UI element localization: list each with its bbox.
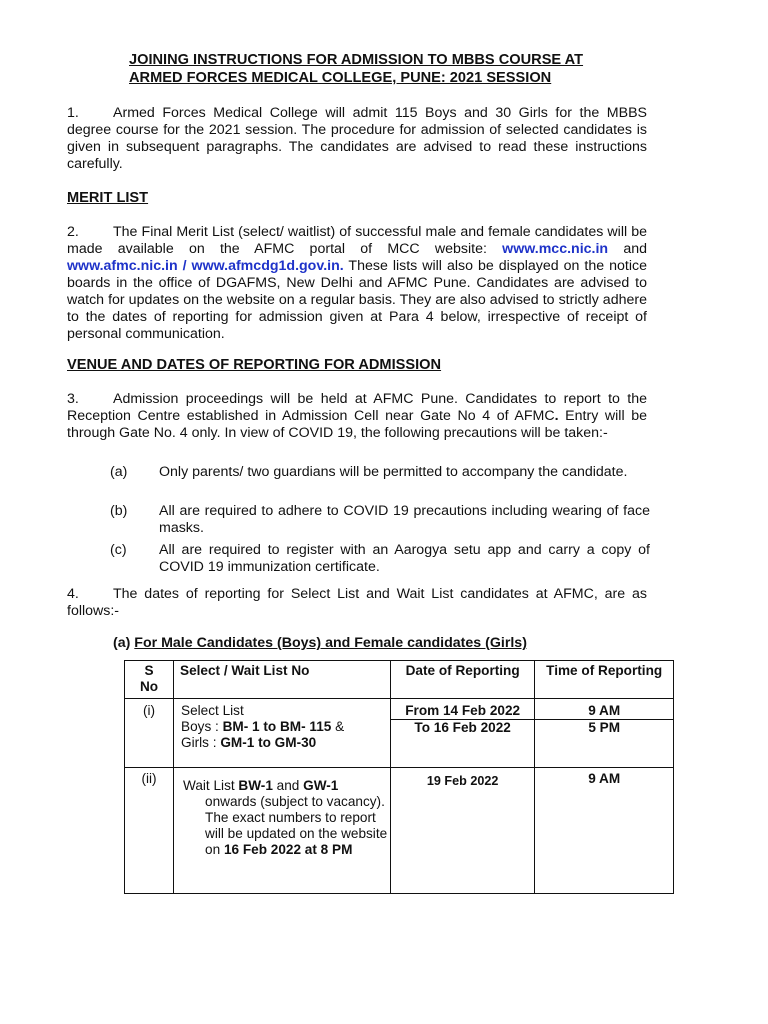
wait-list-line: Wait List BW-1 and GW-1 — [183, 778, 339, 793]
paragraph-text-b: and — [608, 241, 647, 257]
header-time: Time of Reporting — [535, 661, 674, 699]
paragraph-2 — [67, 224, 647, 343]
precaution-item-a — [110, 464, 650, 481]
heading-merit-list: MERIT LIST — [67, 190, 149, 206]
precaution-item-b — [110, 503, 650, 537]
page-title — [129, 51, 669, 87]
paragraph-3 — [67, 391, 647, 442]
cell-time-range — [535, 699, 674, 768]
girls-range: GM-1 to GM-30 — [220, 735, 317, 750]
time-to: 5 PM — [588, 720, 621, 735]
cell-time: 9 AM — [535, 768, 674, 894]
paragraph-1 — [67, 105, 647, 173]
wait-list-details: onwards (subject to vacancy). The exact numbers to report will be updated on the website on 16 Feb 2022 at 8 PM — [205, 794, 388, 857]
table-row — [125, 768, 674, 894]
paragraph-text: Armed Forces Medical College will admit 115 Boys and 30 Girls for the MBBS degree course for the 2021 session. The procedure for admission of selected candidates is given in subsequent paragraphs. The candidates are advised to read these instructions carefully. — [67, 105, 647, 172]
paragraph-number: 4. — [67, 586, 79, 602]
select-list-title: Select List — [181, 703, 244, 718]
date-to: To 16 Feb 2022 — [414, 720, 511, 735]
subheading-label: (a) — [113, 635, 131, 651]
precaution-item-c — [110, 542, 650, 576]
wait-girls-start: GW-1 — [303, 778, 339, 793]
heading-venue-dates: VENUE AND DATES OF REPORTING FOR ADMISSION — [67, 357, 442, 373]
reporting-schedule-table — [124, 660, 674, 894]
afmc-website-link[interactable]: www.afmc.nic.in / www.afmcdg1d.gov.in. — [67, 258, 344, 274]
title-line-2: ARMED FORCES MEDICAL COLLEGE, PUNE: 2021 SESSION — [129, 70, 552, 86]
paragraph-text: The dates of reporting for Select List and Wait List candidates at AFMC, are as follows:- — [67, 586, 647, 619]
bold-period: . — [554, 408, 559, 424]
precaution-text: Only parents/ two guardians will be permitted to accompany the candidate. — [159, 464, 628, 480]
subheading-text: For Male Candidates (Boys) and Female candidates (Girls) — [134, 635, 527, 651]
table-header-row — [125, 661, 674, 699]
precaution-text: All are required to register with an Aarogya setu app and carry a copy of COVID 19 immunization certificate. — [159, 542, 650, 575]
mcc-website-link[interactable]: www.mcc.nic.in — [502, 241, 609, 257]
paragraph-number: 2. — [67, 224, 79, 240]
time-from: 9 AM — [535, 699, 673, 720]
paragraph-number: 3. — [67, 391, 79, 407]
title-line-1: JOINING INSTRUCTIONS FOR ADMISSION TO MBBS COURSE AT — [129, 52, 584, 68]
paragraph-text-a: The Final Merit List (select/ waitlist) of successful male and female candidates will be made available on the AFMC portal of MCC website: — [67, 224, 647, 257]
paragraph-number: 1. — [67, 105, 79, 121]
cell-sno: (i) — [125, 699, 174, 768]
date-from: From 14 Feb 2022 — [391, 699, 534, 720]
cell-sno: (ii) — [125, 768, 174, 894]
paragraph-4 — [67, 586, 647, 620]
update-date: 16 Feb 2022 at 8 PM — [223, 842, 353, 857]
paragraph-text-b: Entry will be through Gate No. 4 only. In view of COVID 19, the following precautions will be taken:- — [67, 408, 648, 441]
precaution-text: All are required to adhere to COVID 19 precautions including wearing of face masks. — [159, 503, 650, 536]
paragraph-text-a: Admission proceedings will be held at AFMC Pune. Candidates to report to the Reception Centre established in Admission Cell near Gate No 4 of AFMC — [67, 391, 647, 424]
precaution-label: (c) — [110, 542, 127, 558]
boys-range-line: Boys : BM- 1 to BM- 115 & — [181, 719, 345, 734]
girls-range-line: Girls : GM-1 to GM-30 — [181, 735, 317, 750]
wait-boys-start: BW-1 — [238, 778, 273, 793]
header-date: Date of Reporting — [390, 661, 534, 699]
header-sno: S No — [125, 661, 174, 699]
cell-wait-list — [174, 768, 391, 894]
header-list-no: Select / Wait List No — [174, 661, 391, 699]
cell-date-range — [390, 699, 534, 768]
cell-select-list — [174, 699, 391, 768]
precaution-label: (a) — [110, 464, 128, 480]
table-subheading — [113, 635, 527, 652]
precaution-label: (b) — [110, 503, 128, 519]
table-row — [125, 699, 674, 768]
paragraph-text-c: These lists will also be displayed on the notice boards in the office of DGAFMS, New Delhi and AFMC Pune. Candidates are advised to watch for updates on the website on a regular basis. They are also advised to strictly adhere to the dates of reporting for admission given at Para 4 below, irrespective of receipt of personal communication. — [67, 258, 647, 342]
boys-range: BM- 1 to BM- 115 — [222, 719, 332, 734]
cell-date: 19 Feb 2022 — [390, 768, 534, 894]
